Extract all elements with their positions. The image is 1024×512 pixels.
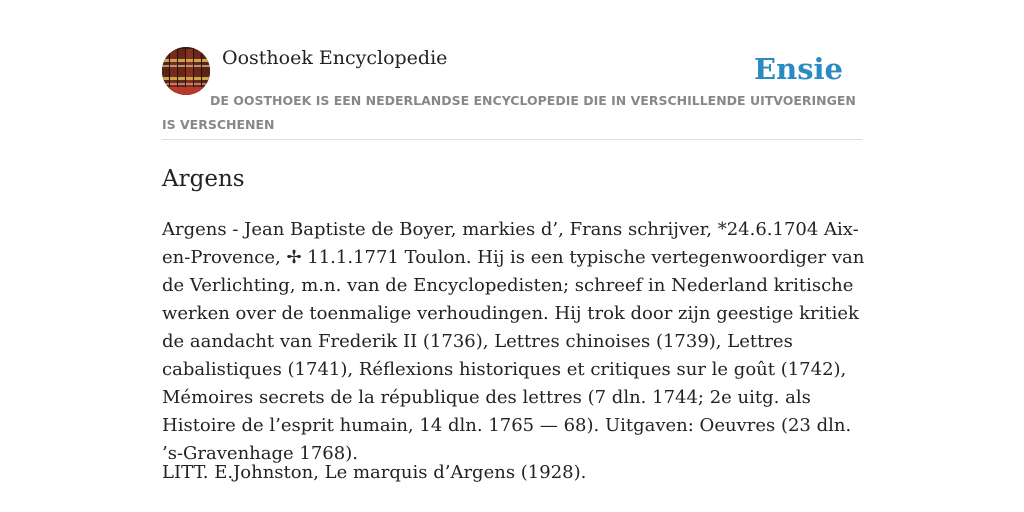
site-tagline: DE OOSTHOEK IS EEN NEDERLANDSE ENCYCLOPEDIE DIE IN VERSCHILLENDE UITVOERINGEN IS VERSCHENEN (162, 93, 856, 132)
site-name-link[interactable]: Oosthoek Encyclopedie (222, 47, 448, 69)
article-title: Argens (162, 166, 245, 192)
article-body: Argens - Jean Baptiste de Boyer, markies d’, Frans schrijver, *24.6.1704 Aix-en-Provence, ✢ 11.1.1771 Toulon. Hij is een typische vertegenwoordiger van de Verlichting, m.n. van de Encyclopedisten; schreef in Nederland kritische werken over de toenmalige verhoudingen. Hij trok door zijn geestige kritiek de aandacht van Frederik II (1736), Lettres chinoises (1739), Lettres cabalistiques (1741), Réflexions historiques et critiques sur le goût (1742), Mémoires secrets de la république des lettres (7 dln. 1744; 2e uitg. als Histoire de l’esprit humain, 14 dln. 1765 — 68). Uitgaven: Oeuvres (23 dln. ’s-Gravenhage 1768). (162, 219, 865, 464)
page-container (162, 0, 865, 483)
site-header (162, 0, 862, 140)
ensie-brand-logo[interactable]: Ensie (754, 52, 843, 86)
article-literature: LITT. E.Johnston, Le marquis d’Argens (1928). (162, 462, 587, 483)
encyclopedia-books-avatar-icon[interactable] (162, 47, 210, 95)
